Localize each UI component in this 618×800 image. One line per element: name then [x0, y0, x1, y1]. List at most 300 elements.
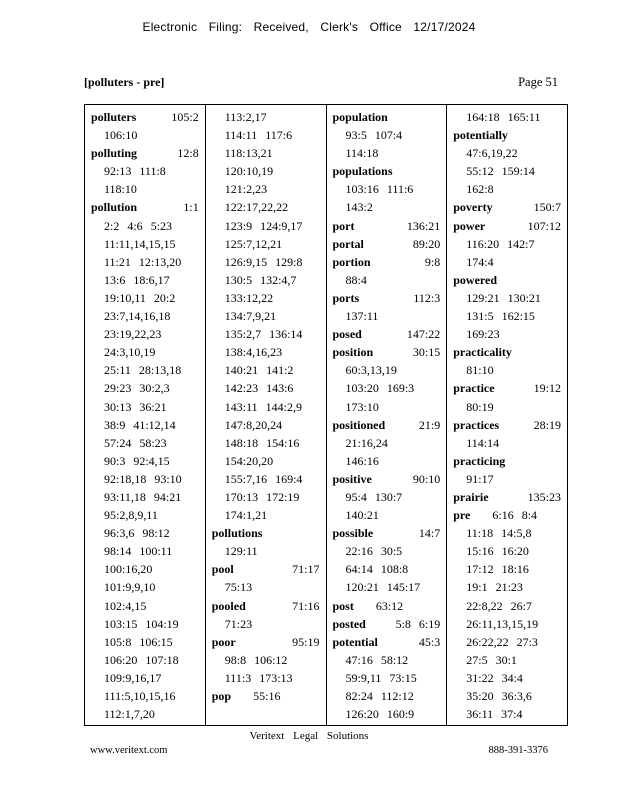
page-line-ref: 146:16: [345, 453, 379, 468]
index-entry: [91, 144, 199, 162]
index-ref-line: [453, 235, 561, 253]
index-ref-line: [333, 144, 441, 162]
page-line-ref: 113:2,17: [224, 110, 267, 124]
page-line-ref: 124:9,17: [260, 218, 303, 233]
page-line-ref: 138:4,16,23: [224, 345, 283, 360]
index-word: pool: [211, 562, 234, 577]
page-line-ref: 11:18: [466, 526, 494, 541]
index-word: port: [332, 218, 355, 233]
page-line-ref: 103:15: [104, 616, 138, 631]
index-ref-line: [212, 271, 320, 289]
index-ref-line: [333, 542, 441, 560]
index-ref-line: [91, 506, 199, 524]
page-line-ref: 104:19: [145, 616, 179, 631]
page-line-ref: 136:21: [406, 218, 441, 233]
index-refs: [253, 687, 280, 705]
page-line-ref: 21:9: [418, 417, 441, 432]
index-ref-line: [453, 578, 561, 596]
page-line-ref: 122:17,22,22: [224, 200, 289, 215]
index-entry: [212, 633, 320, 651]
page-line-ref: 103:16: [345, 182, 379, 197]
index-ref-line: [212, 651, 320, 669]
page-line-ref: 147:8,20,24: [224, 417, 283, 432]
page-line-ref: 155:7,16: [224, 471, 268, 486]
page-line-ref: 111:6: [386, 182, 414, 197]
index-entry: [333, 615, 441, 633]
page-line-ref: 47:6,19,22: [466, 146, 518, 161]
index-ref-line: [333, 434, 441, 452]
page-line-ref: 71:16: [292, 598, 320, 613]
index-ref-line: [91, 361, 199, 379]
page-line-ref: 22:8,22: [466, 598, 503, 613]
index-ref-line: [453, 325, 561, 343]
index-ref-line: [212, 144, 320, 162]
page-line-ref: 105:8: [104, 634, 132, 649]
index-ref-line: [333, 379, 441, 397]
page-line-ref: 114:11: [224, 128, 258, 143]
index-word: practice: [453, 381, 495, 396]
index-ref-line: [453, 289, 561, 307]
page-line-ref: 101:9,9,10: [104, 580, 156, 595]
index-ref-line: [333, 488, 441, 506]
index-refs: [292, 597, 319, 615]
index-ref-line: [212, 325, 320, 343]
page-line-ref: 19:1: [466, 580, 488, 595]
page-line-ref: 36:3,6: [501, 689, 532, 703]
index-ref-line: [91, 615, 199, 633]
index-ref-line: [91, 343, 199, 361]
index-ref-line: [91, 162, 199, 180]
index-ref-line: [91, 307, 199, 325]
page-line-ref: 114:14: [466, 435, 500, 450]
index-ref-line: [453, 687, 561, 705]
index-ref-line: [212, 289, 320, 307]
index-entry: [333, 470, 441, 488]
page-line-ref: 1:1: [183, 200, 199, 215]
index-ref-line: [453, 144, 561, 162]
index-column: [85, 105, 206, 725]
page-line-ref: 55:12: [466, 164, 494, 179]
page-line-ref: 107:12: [527, 218, 561, 233]
page-line-ref: 105:2: [171, 110, 199, 124]
index-refs: [419, 633, 440, 651]
page-line-ref: 169:23: [466, 327, 500, 342]
page-line-ref: 165:11: [507, 110, 541, 124]
page-line-ref: 11:11,14,15,15: [104, 236, 176, 251]
page-line-ref: 100:11: [139, 544, 173, 559]
page-line-ref: 129:8: [275, 254, 303, 269]
page-line-ref: 31:22: [466, 670, 494, 685]
index-word: power: [453, 218, 486, 233]
page-line-ref: 4:6: [127, 218, 143, 233]
index-ref-line: [212, 361, 320, 379]
index-ref-line: [91, 524, 199, 542]
page-line-ref: 90:3: [104, 453, 126, 468]
index-word: pooled: [211, 598, 246, 613]
index-ref-line: [333, 307, 441, 325]
index-word: pre: [453, 508, 471, 523]
index-word: pop: [211, 689, 232, 703]
index-ref-line: [333, 578, 441, 596]
page-line-ref: 47:16: [345, 652, 373, 667]
index-column: [447, 105, 567, 725]
index-entry: [333, 217, 441, 235]
index-ref-line: [91, 126, 199, 144]
index-word: potential: [332, 634, 378, 649]
index-entry: [333, 524, 441, 542]
index-ref-line: [212, 578, 320, 596]
page-line-ref: 159:14: [501, 164, 535, 179]
page-line-ref: 112:3: [413, 290, 441, 305]
index-ref-line: [453, 542, 561, 560]
page-line-ref: 93:10: [154, 471, 182, 486]
page-line-ref: 164:18: [466, 110, 500, 124]
page-line-ref: 89:20: [412, 236, 441, 251]
index-entry: [453, 198, 561, 216]
index-word: portion: [332, 254, 371, 269]
index-ref-line: [91, 705, 199, 723]
page-line-ref: 108:8: [380, 562, 409, 577]
index-word: practices: [453, 417, 500, 432]
page-line-ref: 14:5,8: [501, 526, 532, 541]
page-line-ref: 23:19,22,23: [104, 327, 162, 342]
page-line-ref: 95:2,8,9,11: [104, 508, 158, 523]
index-refs: [292, 633, 319, 651]
index-ref-line: [91, 434, 199, 452]
index-ref-line: [91, 542, 199, 560]
page-line-ref: 93:11,18: [104, 489, 146, 504]
page-line-ref: 15:16: [466, 544, 494, 559]
page-line-ref: 118:10: [104, 182, 137, 197]
index-refs: [183, 198, 198, 216]
page-line-ref: 21:23: [495, 580, 523, 595]
page-line-ref: 106:15: [139, 634, 173, 649]
page-line-ref: 95:4: [345, 489, 367, 504]
page-line-ref: 58:23: [139, 435, 167, 450]
page-line-ref: 118:13,21: [224, 146, 273, 161]
index-ref-line: [212, 307, 320, 325]
page-line-ref: 154:20,20: [224, 453, 274, 468]
index-entry: [212, 560, 320, 578]
page-line-ref: 162:8: [466, 182, 494, 197]
index-ref-line: [453, 307, 561, 325]
page-line-ref: 111:5,10,15,16: [104, 689, 176, 703]
index-ref-line: [212, 398, 320, 416]
page-line-ref: 30:15: [412, 345, 441, 360]
index-ref-line: [212, 615, 320, 633]
page-line-ref: 148:18: [224, 435, 259, 450]
index-ref-line: [212, 162, 320, 180]
index-ref-line: [453, 434, 561, 452]
index-entry: [453, 452, 561, 470]
page-line-ref: 141:2: [266, 363, 294, 378]
index-entry: [333, 325, 441, 343]
index-ref-line: [212, 669, 320, 687]
index-entry: [333, 633, 441, 651]
page-line-ref: 59:9,11: [345, 670, 382, 685]
index-ref-line: [91, 289, 199, 307]
page-line-ref: 37:4: [501, 707, 523, 722]
index-ref-line: [91, 597, 199, 615]
index-word: potentially: [453, 128, 508, 143]
index-word: positioned: [332, 417, 386, 432]
page-line-ref: 133:12,22: [224, 290, 274, 305]
page-line-ref: 162:15: [501, 309, 535, 324]
index-ref-line: [212, 126, 320, 144]
page-line-ref: 35:20: [466, 689, 494, 703]
page-line-ref: 106:20: [104, 652, 138, 667]
page-line-ref: 117:6: [265, 128, 293, 143]
page-line-ref: 6:16: [492, 508, 514, 523]
page-line-ref: 26:22,22: [466, 634, 509, 649]
index-refs: [413, 289, 440, 307]
page-line-ref: 129:11: [224, 544, 258, 559]
index-ref-line: [212, 488, 320, 506]
index-word: practicality: [453, 345, 512, 360]
page-line-ref: 130:21: [507, 290, 541, 305]
index-ref-line: [453, 470, 561, 488]
page-line-ref: 41:12,14: [133, 417, 176, 432]
index-word: polluters: [91, 110, 137, 124]
page-line-ref: 125:7,12,21: [224, 236, 283, 251]
page-line-ref: 100:16,20: [104, 562, 153, 577]
index-ref-line: [333, 669, 441, 687]
index-word: polluting: [91, 146, 138, 161]
page-line-ref: 26:7: [510, 598, 532, 613]
page-line-ref: 135:23: [527, 489, 561, 504]
index-ref-line: [333, 271, 441, 289]
page-line-ref: 11:21: [104, 254, 131, 269]
index-ref-line: [91, 669, 199, 687]
index-ref-line: [91, 687, 199, 705]
page-line-ref: 18:6,17: [133, 272, 170, 287]
page-line-ref: 94:21: [153, 489, 182, 504]
page-line-ref: 2:2: [104, 218, 120, 233]
index-word: position: [332, 345, 374, 360]
index-range: [polluters - pre]: [84, 75, 165, 89]
page-line-ref: 12:13,20: [138, 254, 182, 269]
index-refs: [534, 379, 561, 397]
index-ref-line: [453, 597, 561, 615]
page-line-ref: 30:13: [104, 399, 132, 414]
page-line-ref: 169:4: [275, 471, 303, 486]
index-refs: [413, 343, 440, 361]
page-line-ref: 95:19: [292, 634, 320, 649]
page-line-ref: 27:5: [466, 652, 488, 667]
page-line-ref: 154:16: [266, 435, 300, 450]
page-line-ref: 24:3,10,19: [104, 345, 156, 360]
page-line-ref: 16:20: [501, 544, 529, 559]
index-ref-line: [91, 325, 199, 343]
index-ref-line: [333, 687, 441, 705]
index-entry: [453, 271, 561, 289]
page-line-ref: 98:14: [104, 544, 132, 559]
index-entry: [453, 379, 561, 397]
index-refs: [425, 253, 440, 271]
page-line-ref: 135:2,7: [224, 327, 262, 342]
page-line-ref: 144:2,9: [265, 399, 302, 414]
index-ref-line: [453, 524, 561, 542]
page-line-ref: 64:14: [345, 562, 373, 577]
index-ref-line: [453, 162, 561, 180]
page-line-ref: 93:5: [345, 128, 367, 143]
page-line-ref: 19:12: [533, 381, 561, 396]
index-entry: [333, 597, 441, 615]
page-line-ref: 19:10,11: [104, 290, 146, 305]
page-line-ref: 147:22: [406, 327, 441, 342]
index-refs: [171, 108, 198, 126]
page-line-ref: 145:17: [386, 580, 421, 595]
page-line-ref: 71:23: [224, 616, 253, 631]
index-refs: [419, 416, 440, 434]
index-entry: [453, 126, 561, 144]
index-word: posed: [332, 327, 362, 342]
page-line-ref: 173:10: [345, 399, 379, 414]
page-line-ref: 82:24: [345, 689, 373, 703]
index-ref-line: [91, 235, 199, 253]
index-ref-line: [333, 180, 441, 198]
index-refs: [413, 470, 440, 488]
page-line-ref: 90:10: [412, 471, 441, 486]
page-line-ref: 28:19: [533, 417, 561, 432]
index-refs: [528, 488, 561, 506]
page-line-ref: 22:16: [345, 544, 373, 559]
page-line-ref: 150:7: [533, 200, 561, 215]
index-ref-line: [91, 651, 199, 669]
index-ref-line: [453, 669, 561, 687]
page-line-ref: 111:3: [224, 670, 252, 685]
index-ref-line: [91, 452, 199, 470]
page-line-ref: 98:8: [224, 652, 247, 667]
index-refs: [528, 217, 561, 235]
index-refs: [534, 416, 561, 434]
page-line-ref: 96:3,6: [104, 526, 135, 541]
index-ref-line: [91, 470, 199, 488]
page-line-ref: 91:17: [466, 471, 494, 486]
index-word: pollution: [91, 200, 138, 215]
index-word: portal: [332, 236, 364, 251]
page-line-ref: 21:16,24: [345, 435, 388, 450]
page-line-ref: 92:13: [104, 164, 132, 179]
filing-stamp: Electronic Filing: Received, Clerk's Office 12/17/2024: [142, 20, 476, 34]
page-line-ref: 34:4: [501, 670, 523, 685]
index-ref-line: [91, 398, 199, 416]
index-entry: [333, 253, 441, 271]
index-ref-line: [453, 633, 561, 651]
index-ref-line: [212, 108, 320, 126]
page-line-ref: 5:8: [395, 616, 411, 631]
index-word: poor: [211, 634, 236, 649]
page-line-ref: 80:19: [466, 399, 494, 414]
index-word: powered: [453, 272, 498, 287]
page-line-ref: 57:24: [104, 435, 132, 450]
page-line-ref: 63:12: [375, 598, 404, 613]
index-entry: [91, 198, 199, 216]
index-refs: [292, 560, 319, 578]
page-line-ref: 8:4: [521, 508, 538, 523]
page-line-ref: 126:9,15: [224, 254, 268, 269]
page-line-ref: 130:7: [374, 489, 403, 504]
index-entry: [333, 343, 441, 361]
index-word: post: [332, 598, 354, 613]
page-line-ref: 112:12: [380, 689, 414, 703]
index-entry: [212, 524, 320, 542]
page-number: Page 51: [518, 75, 558, 89]
index-ref-line: [212, 253, 320, 271]
index-ref-line: [212, 416, 320, 434]
page-line-ref: 120:10,19: [224, 164, 274, 179]
page-line-ref: 112:1,7,20: [104, 707, 155, 722]
index-word: prairie: [453, 489, 489, 504]
page-line-ref: 55:16: [253, 689, 281, 703]
word-index-table: [84, 104, 568, 726]
page-line-ref: 6:19: [418, 616, 441, 631]
index-refs: [492, 506, 537, 524]
page-line-ref: 142:7: [507, 236, 535, 251]
index-ref-line: [453, 180, 561, 198]
page-line-ref: 106:12: [254, 652, 288, 667]
index-ref-line: [333, 126, 441, 144]
index-ref-line: [453, 398, 561, 416]
index-word: posted: [332, 616, 366, 631]
index-ref-line: [453, 108, 561, 126]
page-line-ref: 111:8: [139, 164, 166, 179]
page-line-ref: 140:21: [224, 363, 259, 378]
index-ref-line: [212, 506, 320, 524]
index-ref-line: [212, 542, 320, 560]
index-ref-line: [91, 271, 199, 289]
page-line-ref: 106:10: [104, 128, 138, 143]
index-ref-line: [91, 253, 199, 271]
footer-website: www.veritext.com: [90, 745, 168, 756]
page-line-ref: 71:17: [292, 562, 320, 577]
page-line-ref: 29:23: [104, 381, 132, 396]
index-entry: [453, 343, 561, 361]
index-ref-line: [453, 705, 561, 723]
index-ref-line: [453, 651, 561, 669]
page-line-ref: 36:21: [139, 399, 167, 414]
index-entry: [453, 416, 561, 434]
index-ref-line: [91, 217, 199, 235]
index-ref-line: [453, 253, 561, 271]
page-line-ref: 30:1: [495, 652, 517, 667]
page-line-ref: 109:9,16,17: [104, 670, 162, 685]
page-line-ref: 130:5: [224, 272, 253, 287]
index-column: [206, 105, 327, 725]
index-ref-line: [212, 452, 320, 470]
page-line-ref: 27:3: [516, 634, 538, 649]
index-ref-line: [91, 379, 199, 397]
page-line-ref: 173:13: [259, 670, 293, 685]
page-line-ref: 58:12: [380, 652, 409, 667]
index-column: [327, 105, 448, 725]
page-line-ref: 142:23: [224, 381, 259, 396]
page-line-ref: 73:15: [389, 670, 417, 685]
index-ref-line: [212, 180, 320, 198]
index-ref-line: [333, 506, 441, 524]
index-word: ports: [332, 290, 360, 305]
page-line-ref: 75:13: [224, 580, 253, 595]
page-line-ref: 98:12: [142, 526, 170, 541]
index-ref-line: [212, 434, 320, 452]
index-word: practicing: [453, 453, 506, 468]
index-refs: [407, 325, 440, 343]
page-line-ref: 30:5: [380, 544, 403, 559]
index-ref-line: [91, 416, 199, 434]
index-ref-line: [453, 615, 561, 633]
page-line-ref: 116:20: [466, 236, 500, 251]
page-line-ref: 18:16: [501, 562, 529, 577]
